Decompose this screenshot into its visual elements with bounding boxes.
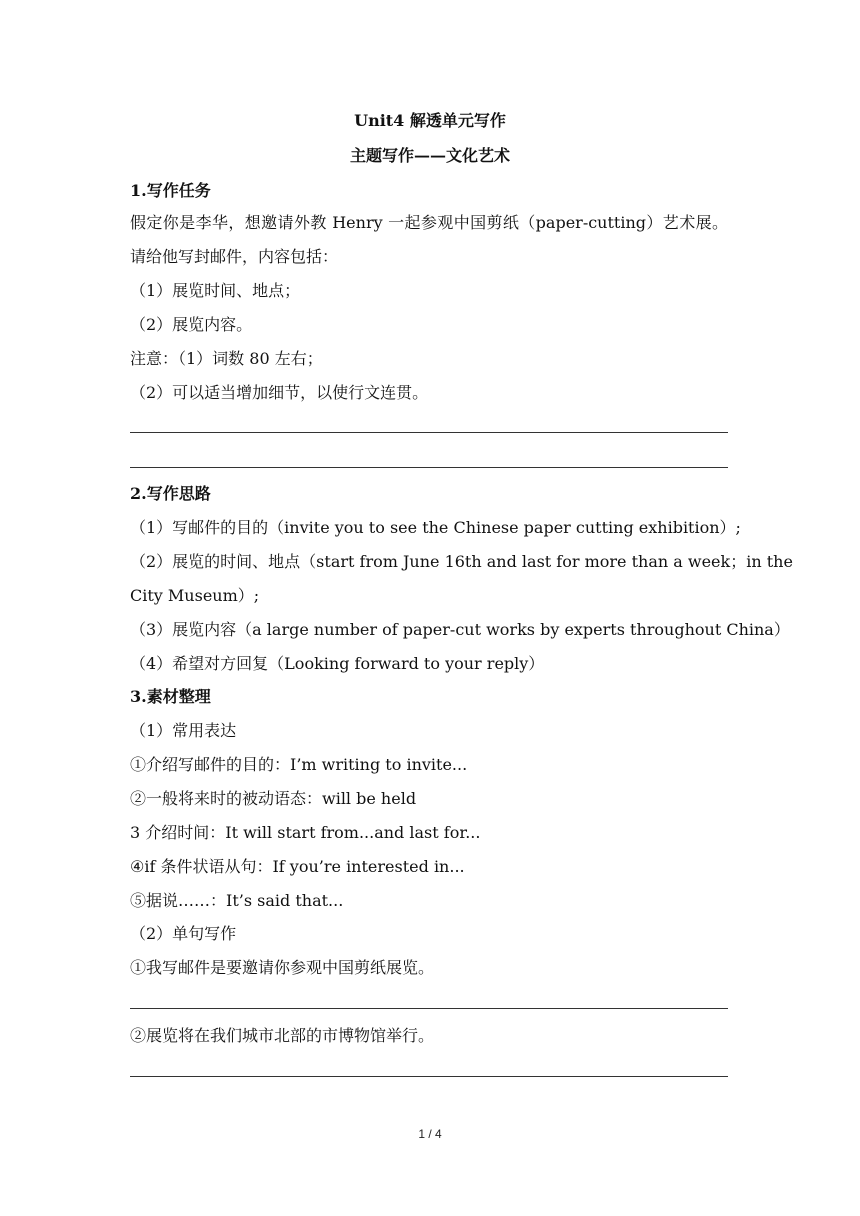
answer-line: [130, 432, 728, 433]
material-line-2: ①介绍写邮件的目的：I’m writing to invite...: [130, 755, 468, 774]
task-line-6: （2）可以适当增加细节，以使行文连贯。: [130, 383, 429, 402]
task-line-3: （1）展览时间、地点；: [130, 281, 301, 300]
section-heading-task: 1.写作任务: [130, 181, 211, 200]
task-line-1: 假定你是李华，想邀请外教 Henry 一起参观中国剪纸（paper-cutting）艺术展。: [130, 213, 728, 232]
answer-line: [130, 1008, 728, 1009]
ideas-line-5: （4）希望对方回复（Looking forward to your reply）: [130, 654, 545, 673]
task-line-5: 注意：（1）词数 80 左右；: [130, 349, 323, 368]
material-line-1: （1）常用表达: [130, 721, 237, 740]
ideas-line-1: （1）写邮件的目的（invite you to see the Chinese paper cutting exhibition）;: [130, 518, 741, 537]
task-line-4: （2）展览内容。: [130, 315, 253, 334]
material-line-8: ①我写邮件是要邀请你参观中国剪纸展览。: [130, 958, 435, 977]
ideas-line-2: （2）展览的时间、地点（start from June 16th and last for more than a week；in the: [130, 552, 793, 571]
material-line-4: 3 介绍时间：It will start from...and last for...: [130, 823, 481, 842]
material-line-9: ②展览将在我们城市北部的市博物馆举行。: [130, 1026, 435, 1045]
section-heading-material: 3.素材整理: [130, 687, 211, 706]
page-number: 1 / 4: [418, 1127, 442, 1141]
material-line-6: ⑤据说……：It’s said that...: [130, 891, 344, 910]
task-line-2: 请给他写封邮件，内容包括：: [130, 247, 339, 266]
ideas-line-4: （3）展览内容（a large number of paper-cut works by experts throughout China）: [130, 620, 790, 639]
document-title: Unit4 解透单元写作: [354, 111, 506, 130]
answer-line: [130, 1076, 728, 1077]
ideas-line-3: City Museum）;: [130, 586, 260, 605]
material-line-3: ②一般将来时的被动语态：will be held: [130, 789, 417, 808]
answer-line: [130, 467, 728, 468]
section-heading-ideas: 2.写作思路: [130, 484, 211, 503]
material-line-7: （2）单句写作: [130, 924, 237, 943]
document-subtitle: 主题写作——文化艺术: [349, 146, 510, 165]
material-line-5: ④if 条件状语从句：If you’re interested in...: [130, 857, 465, 876]
